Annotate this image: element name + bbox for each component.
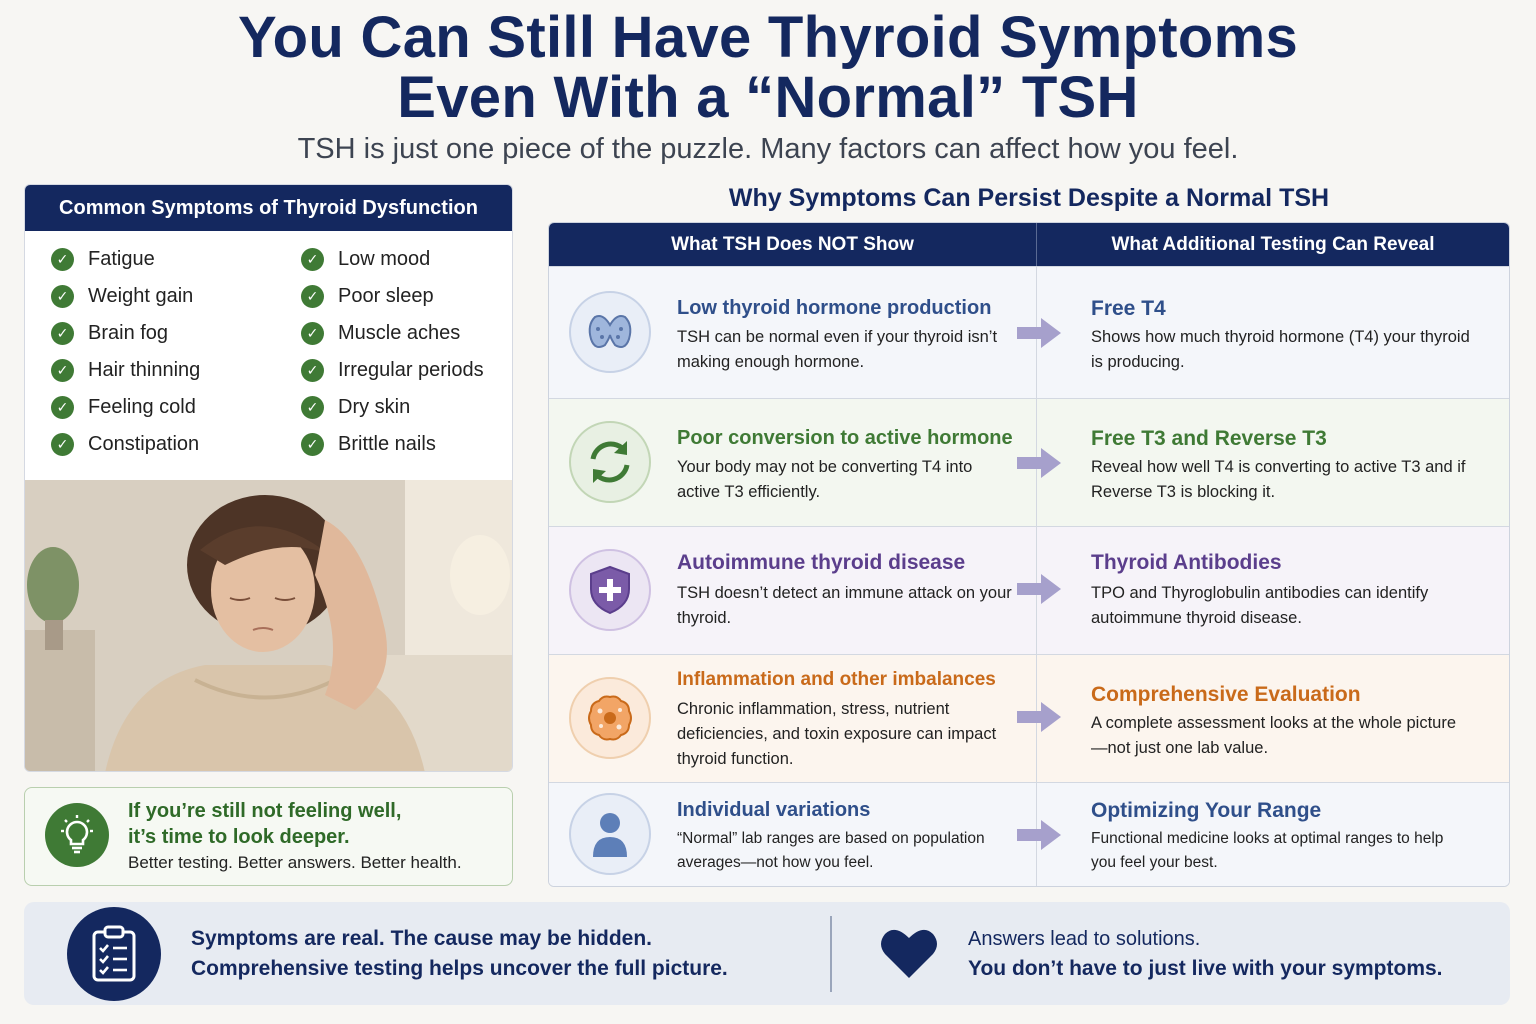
check-icon: ✓	[301, 396, 324, 419]
symptom-label: Irregular periods	[338, 359, 484, 381]
arrow-right-icon	[1015, 445, 1063, 481]
symptom-item	[301, 284, 501, 309]
why-heading: Why Symptoms Can Persist Despite a Normal TSH	[728, 184, 1330, 212]
cause-description: Your body may not be converting T4 into active T3 efficiently.	[677, 458, 973, 501]
cause-title: Autoimmune thyroid disease	[677, 551, 966, 574]
banner-divider	[830, 916, 832, 992]
symptom-label: Muscle aches	[338, 322, 461, 344]
page-subtitle: TSH is just one piece of the puzzle. Many factors can affect how you feel.	[297, 133, 1239, 165]
symptom-item	[51, 432, 301, 457]
symptom-item	[51, 284, 301, 309]
cause-description: “Normal” lab ranges are based on population averages—not how you feel.	[677, 830, 985, 871]
symptom-label: Feeling cold	[88, 396, 196, 418]
callout-line-3: Better testing. Better answers. Better health.	[128, 853, 462, 872]
callout-line-1: If you’re still not feeling well,	[128, 800, 402, 822]
symptoms-list	[51, 247, 511, 457]
table-row	[549, 526, 1509, 654]
check-icon: ✓	[51, 322, 74, 345]
cycle-arrows-icon	[569, 421, 651, 503]
symptom-label: Brain fog	[88, 322, 169, 344]
check-icon: ✓	[51, 396, 74, 419]
person-icon	[569, 793, 651, 875]
symptom-item	[51, 395, 301, 420]
arrow-right-icon	[1015, 699, 1063, 735]
table-row	[549, 654, 1509, 782]
table-row	[549, 782, 1509, 886]
symptom-item	[301, 247, 501, 272]
title-line-2: Even With a “Normal” TSH	[397, 65, 1139, 130]
arrow-right-icon	[1015, 571, 1063, 607]
banner-right-line-2: You don’t have to just live with your symptoms.	[968, 957, 1443, 980]
test-title: Comprehensive Evaluation	[1091, 683, 1361, 706]
test-description: Shows how much thyroid hormone (T4) your thyroid is producing.	[1091, 328, 1470, 371]
table-row	[549, 398, 1509, 526]
symptom-label: Constipation	[88, 433, 200, 455]
table-row	[549, 266, 1509, 398]
page-title	[0, 5, 1536, 130]
check-icon: ✓	[301, 248, 324, 271]
thyroid-icon	[569, 291, 651, 373]
why-table	[548, 222, 1510, 887]
check-icon: ✓	[301, 322, 324, 345]
arrow-right-icon	[1015, 817, 1063, 853]
check-icon: ✓	[51, 433, 74, 456]
callout-line-2: it’s time to look deeper.	[128, 826, 350, 848]
test-title: Thyroid Antibodies	[1091, 551, 1282, 574]
test-title: Free T3 and Reverse T3	[1091, 427, 1327, 450]
symptom-item	[51, 247, 301, 272]
check-icon: ✓	[301, 285, 324, 308]
test-description: TPO and Thyroglobulin antibodies can identify autoimmune thyroid disease.	[1091, 584, 1429, 627]
cause-description: TSH can be normal even if your thyroid isn’t making enough hormone.	[677, 328, 998, 371]
bottom-banner	[24, 902, 1510, 1005]
banner-left-line-1: Symptoms are real. The cause may be hidden.	[191, 927, 653, 950]
arrow-right-icon	[1015, 315, 1063, 351]
cause-description: TSH doesn’t detect an immune attack on your thyroid.	[677, 584, 1012, 627]
symptom-item	[301, 358, 501, 383]
column-header-testing: What Additional Testing Can Reveal	[1111, 233, 1435, 255]
symptoms-panel	[24, 184, 513, 772]
test-description: Functional medicine looks at optimal ranges to help you feel your best.	[1091, 830, 1444, 871]
lightbulb-icon	[45, 803, 109, 867]
symptom-label: Hair thinning	[88, 359, 201, 381]
banner-right-line-1: Answers lead to solutions.	[968, 928, 1201, 950]
symptom-label: Poor sleep	[338, 285, 434, 307]
symptom-item	[301, 321, 501, 346]
table-header	[549, 223, 1509, 266]
symptom-label: Dry skin	[338, 396, 411, 418]
clipboard-checklist-icon	[67, 907, 161, 1001]
test-title: Free T4	[1091, 297, 1166, 320]
symptom-label: Brittle nails	[338, 433, 436, 455]
cause-title: Inflammation and other imbalances	[677, 669, 996, 690]
check-icon: ✓	[51, 248, 74, 271]
cause-title: Individual variations	[677, 799, 871, 821]
check-icon: ✓	[51, 285, 74, 308]
woman-with-headache-photo	[25, 480, 513, 772]
symptom-label: Weight gain	[88, 285, 194, 307]
test-description: Reveal how well T4 is converting to active T3 and if Reverse T3 is blocking it.	[1091, 458, 1466, 501]
check-icon: ✓	[51, 359, 74, 382]
symptom-label: Fatigue	[88, 248, 155, 270]
title-line-1: You Can Still Have Thyroid Symptoms	[237, 5, 1299, 70]
symptom-item	[301, 395, 501, 420]
test-title: Optimizing Your Range	[1091, 799, 1322, 822]
cause-title: Poor conversion to active hormone	[677, 427, 1013, 449]
symptom-item	[51, 321, 301, 346]
inflamed-cell-icon	[569, 677, 651, 759]
cause-title: Low thyroid hormone production	[677, 297, 992, 319]
symptom-item	[51, 358, 301, 383]
banner-left-line-2: Comprehensive testing helps uncover the full picture.	[191, 957, 728, 980]
check-icon: ✓	[301, 433, 324, 456]
look-deeper-callout	[24, 787, 513, 886]
symptom-item	[301, 432, 501, 457]
check-icon: ✓	[301, 359, 324, 382]
heart-icon	[879, 926, 939, 980]
symptoms-heading: Common Symptoms of Thyroid Dysfunction	[25, 185, 512, 231]
symptom-label: Low mood	[338, 248, 431, 270]
shield-plus-icon	[569, 549, 651, 631]
column-header-tsh: What TSH Does NOT Show	[549, 223, 1037, 266]
cause-description: Chronic inflammation, stress, nutrient deficiencies, and toxin exposure can impact thyroid function.	[677, 700, 997, 768]
test-description: A complete assessment looks at the whole picture—not just one lab value.	[1091, 714, 1457, 757]
